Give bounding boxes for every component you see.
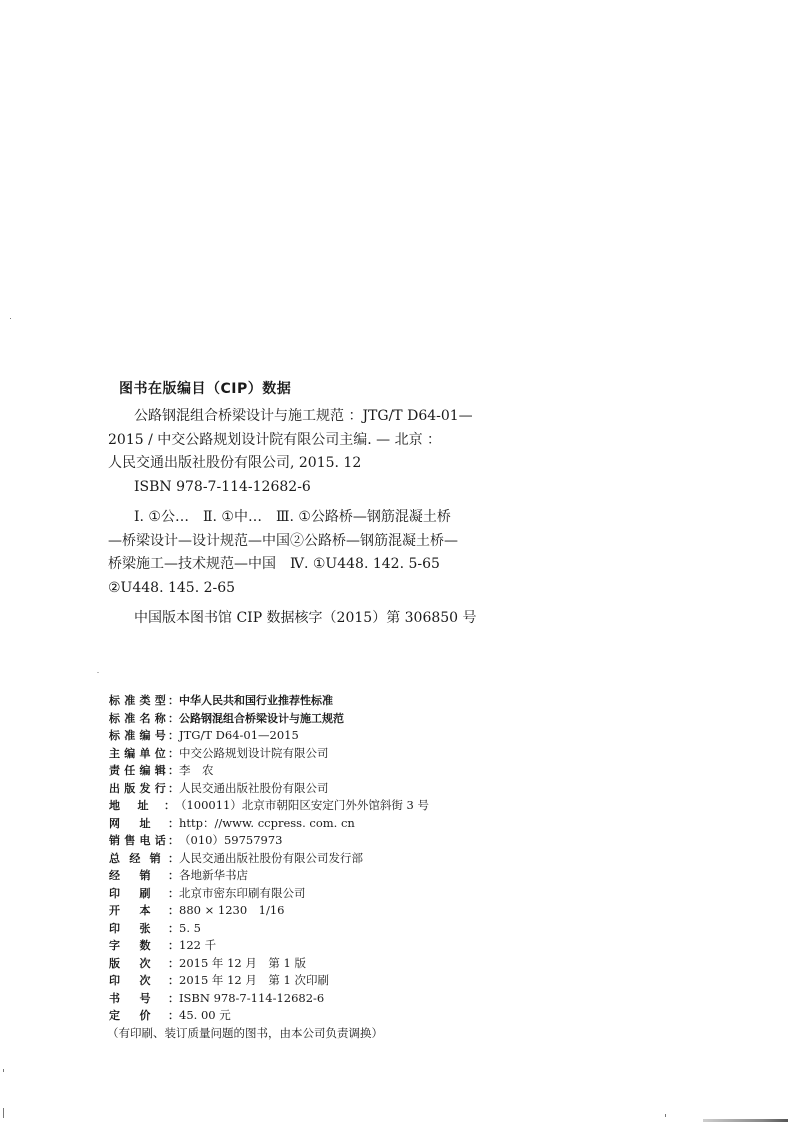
cip-classification-line: —桥梁设计—设计规范—中国②公路桥—钢筋混凝土桥— (108, 532, 458, 549)
info-label-char: 类 (139, 694, 151, 707)
info-label (109, 832, 179, 850)
info-label (109, 937, 179, 955)
info-value: 人民交通出版社股份有限公司 (179, 780, 329, 795)
info-label (109, 902, 179, 920)
cip-heading: 图书在版编目（CIP）数据 (119, 381, 292, 397)
info-label-colon: ： (168, 729, 179, 742)
cip-line: 2015 / 中交公路规划设计院有限公司主编. — 北京 ： (108, 431, 442, 448)
info-row (109, 902, 429, 920)
info-label-colon: ： (168, 939, 179, 952)
info-value: 中华人民共和国行业推荐性标准 (179, 694, 333, 707)
info-value: JTG/T D64-01—2015 (179, 728, 299, 742)
info-label-colon: ： (168, 711, 179, 725)
info-label-char: 次 (139, 974, 151, 987)
info-label (109, 762, 179, 780)
info-label-char: 出 (109, 781, 120, 795)
info-label-char: 销 (109, 834, 120, 847)
info-label-colon: ： (168, 904, 179, 917)
info-label-char: 编 (139, 729, 151, 742)
info-label-char: 销 (149, 851, 161, 865)
info-label (109, 955, 179, 973)
cip-record (108, 405, 477, 631)
scan-speck (3, 1069, 4, 1072)
info-value: 公路钢混组合桥梁设计与施工规范 (179, 711, 344, 725)
info-label (109, 780, 179, 798)
info-label-colon: ： (167, 851, 179, 865)
info-label-colon: ： (168, 974, 179, 987)
info-label-char: 印 (109, 886, 120, 900)
info-label-char: 称 (154, 711, 166, 725)
info-row (109, 920, 429, 938)
info-label (109, 710, 179, 728)
info-label-char: 编 (124, 746, 136, 760)
info-label-colon: ： (168, 746, 179, 760)
scan-speck (665, 1114, 666, 1117)
info-label-char: 准 (124, 694, 136, 707)
info-label-char: 次 (139, 956, 151, 970)
info-label-char: 字 (109, 939, 120, 952)
info-label (109, 727, 179, 745)
info-label-colon: ： (168, 869, 179, 882)
info-label-colon: ： (168, 886, 179, 900)
info-label-char: 版 (109, 956, 120, 970)
info-label (109, 885, 179, 903)
info-value: 122 千 (179, 938, 217, 952)
info-row (109, 797, 429, 815)
info-value: 45. 00 元 (179, 1008, 231, 1022)
info-label-colon: ： (168, 1009, 179, 1022)
info-label-char: 标 (109, 711, 120, 725)
info-label-char: 刷 (139, 886, 151, 900)
info-row (109, 815, 429, 833)
info-label (109, 920, 179, 938)
info-label-char: 行 (154, 781, 166, 795)
info-label-colon: ： (168, 764, 179, 777)
info-label-char: 责 (109, 764, 120, 777)
info-label-char: 经 (129, 851, 141, 865)
info-label-char: 开 (109, 904, 120, 917)
info-label-colon: ： (168, 956, 179, 970)
info-value: 2015 年 12 月 第 1 次印刷 (179, 973, 329, 987)
info-label-char: 编 (139, 764, 151, 777)
info-label-char: 位 (154, 746, 166, 760)
info-value: 各地新华书店 (179, 868, 248, 882)
info-label (109, 972, 179, 990)
info-label-char: 话 (154, 834, 166, 847)
info-label-char: 标 (109, 729, 120, 742)
info-value: 中交公路规划设计院有限公司 (179, 745, 329, 760)
info-value: （010）59757973 (179, 833, 283, 847)
info-value: 人民交通出版社股份有限公司发行部 (179, 850, 363, 865)
info-label-char: 主 (109, 746, 120, 760)
info-value: ISBN 978-7-114-12682-6 (179, 990, 325, 1005)
info-label-char: 版 (124, 781, 136, 795)
info-label-char: 印 (109, 921, 120, 935)
info-label-colon: ： (163, 799, 175, 812)
info-row (109, 850, 429, 868)
info-label-char: 准 (124, 711, 136, 725)
info-row (109, 955, 429, 973)
info-label-char: 地 (109, 799, 120, 812)
info-value: 北京市密东印刷有限公司 (179, 885, 306, 900)
info-label (109, 850, 179, 868)
cip-classification-line: ②U448. 145. 2-65 (108, 579, 236, 596)
info-label-char: 定 (109, 1009, 120, 1022)
info-label-char: 址 (137, 799, 149, 812)
cip-line: 人民交通出版社股份有限公司, 2015. 12 (108, 455, 362, 471)
info-label (109, 745, 179, 763)
info-label (109, 797, 175, 815)
info-row (109, 1007, 429, 1025)
info-label-char: 网 (109, 816, 120, 830)
info-label (109, 990, 179, 1008)
scan-speck (3, 1108, 4, 1118)
info-row (109, 780, 429, 798)
info-row (109, 832, 429, 850)
info-label-char: 辑 (154, 764, 166, 777)
info-label (109, 815, 179, 833)
info-label-colon: ： (168, 694, 179, 707)
info-row (109, 990, 429, 1008)
info-row (109, 972, 429, 990)
info-value: （100011）北京市朝阳区安定门外外馆斜街 3 号 (174, 798, 429, 812)
info-row (109, 867, 429, 885)
cip-classification-line: Ⅰ. ①公… Ⅱ. ①中… Ⅲ. ①公路桥—钢筋混凝土桥 (134, 509, 451, 525)
info-label-colon: ： (168, 816, 179, 830)
info-label-char: 书 (109, 991, 120, 1005)
info-row (109, 762, 429, 780)
info-label (109, 867, 179, 885)
info-label-char: 总 (109, 851, 120, 865)
info-label-char: 标 (109, 694, 120, 707)
quality-footnote: （有印刷、装订质量问题的图书，由本公司负责调换） (107, 1025, 383, 1040)
info-value: 2015 年 12 月 第 1 版 (179, 955, 306, 970)
info-value: 5. 5 (179, 920, 201, 935)
info-label-char: 号 (139, 991, 151, 1005)
info-label-char: 号 (154, 729, 166, 742)
info-label-char: 单 (139, 746, 151, 760)
info-label-char: 准 (124, 729, 136, 742)
info-label-char: 名 (139, 711, 151, 725)
info-value: 880 × 1230 1/16 (179, 903, 285, 917)
info-row (109, 745, 429, 763)
info-row (109, 692, 429, 710)
info-label-colon: ： (168, 781, 179, 795)
info-label-char: 址 (139, 816, 151, 830)
info-label (109, 1007, 179, 1025)
info-value: http：//www. ccpress. com. cn (179, 815, 355, 830)
info-label-char: 发 (139, 781, 151, 795)
cip-line: 公路钢混组合桥梁设计与施工规范 ：JTG/T D64-01— (134, 408, 473, 424)
cip-isbn: ISBN 978-7-114-12682-6 (134, 478, 311, 495)
info-label (109, 692, 179, 710)
info-value: 李 农 (179, 763, 214, 777)
info-row (109, 710, 429, 728)
info-label-colon: ： (168, 991, 179, 1005)
info-label-char: 数 (139, 939, 151, 952)
publication-info-block (109, 692, 429, 1042)
info-row (109, 885, 429, 903)
info-row (109, 937, 429, 955)
info-label-char: 销 (139, 869, 151, 882)
info-label-char: 本 (139, 904, 151, 917)
scan-speck (10, 318, 11, 319)
info-label-char: 任 (124, 764, 136, 777)
info-label-char: 印 (109, 974, 120, 987)
cip-library-note: 中国版本图书馆 CIP 数据核字（2015）第 306850 号 (134, 610, 477, 626)
info-row (109, 727, 429, 745)
cip-classification-line: 桥梁施工—技术规范—中国 Ⅳ. ①U448. 142. 5-65 (108, 556, 440, 572)
info-label-char: 价 (139, 1009, 151, 1022)
info-label-char: 经 (109, 869, 120, 882)
info-label-char: 售 (124, 834, 136, 847)
scan-speck (97, 672, 99, 673)
info-label-char: 电 (139, 834, 151, 847)
info-label-colon: ： (168, 834, 179, 847)
info-label-colon: ： (168, 921, 179, 935)
info-label-char: 型 (154, 694, 166, 707)
info-label-char: 张 (139, 921, 151, 935)
